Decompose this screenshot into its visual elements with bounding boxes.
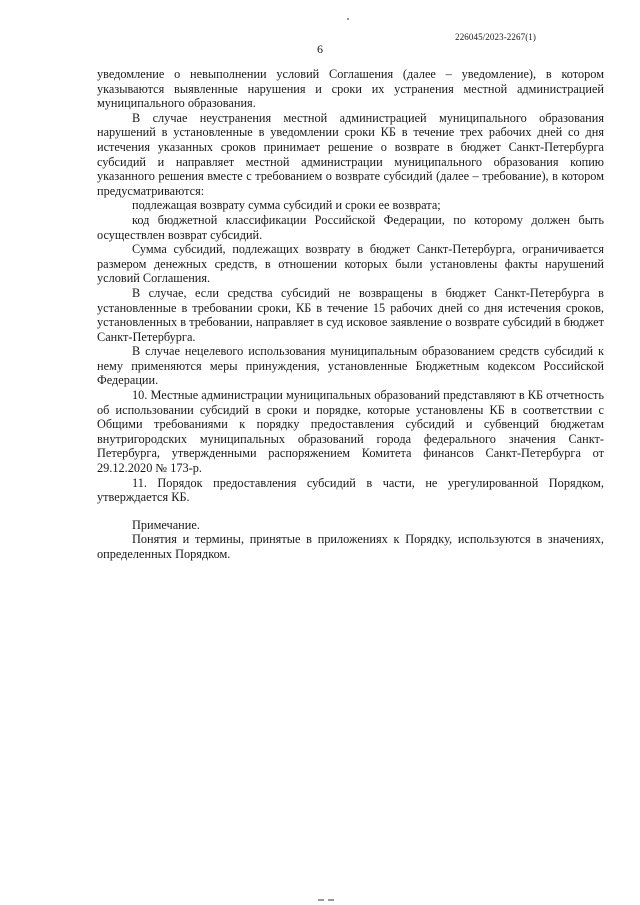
paragraph-9: 11. Порядок предоставления субсидий в части, не урегулированной Порядком, утверждается КБ. bbox=[97, 475, 604, 505]
scan-mark bbox=[328, 899, 334, 901]
paragraph-4: код бюджетной классификации Российской Федерации, по которому должен быть осуществлен возврат субсидий. bbox=[97, 212, 604, 242]
scan-mark bbox=[318, 899, 324, 901]
paragraph-1: уведомление о невыполнении условий Соглашения (далее – уведомление), в котором указываются выявленные нарушения и сроки их устранения местной администрацией муниципального образования. bbox=[97, 67, 604, 111]
page-number: 6 bbox=[317, 42, 323, 56]
note-title: Примечание. bbox=[132, 517, 200, 532]
paragraph-8: 10. Местные администрации муниципальных образований представляют в КБ отчетность об использовании субсидий в сроки и порядке, которые установлены КБ в соответствии с Общими требованиями к порядку предоставления субсидий и субвенций бюджетам внутригородских муниципальных образований города федерального значения Санкт-Петербурга, утвержденными распоряжением Комитета финансов Санкт-Петербурга от 29.12.2020 № 173-р. bbox=[97, 388, 604, 476]
paragraph-7: В случае нецелевого использования муниципальным образованием средств субсидий к нему применяются меры принуждения, установленные Бюджетным кодексом Российской Федерации. bbox=[97, 344, 604, 388]
paragraph-6: В случае, если средства субсидий не возвращены в бюджет Санкт-Петербурга в установленные в требовании сроки, КБ в течение 15 рабочих дней со дня истечения сроков, установленных в требовании, направляет в суд исковое заявление о возврате субсидий в бюджет Санкт-Петербурга. bbox=[97, 285, 604, 344]
document-number: 226045/2023-2267(1) bbox=[455, 32, 536, 42]
note-text: Понятия и термины, принятые в приложениях к Порядку, используются в значениях, определенных Порядком. bbox=[97, 532, 604, 561]
top-dot bbox=[347, 18, 349, 20]
paragraph-5: Сумма субсидий, подлежащих возврату в бюджет Санкт-Петербурга, ограничивается размером денежных средств, в отношении которых были установлены факты нарушений условий Соглашения. bbox=[97, 242, 604, 286]
bottom-scan-marks bbox=[318, 899, 348, 902]
paragraph-3: подлежащая возврату сумма субсидий и сроки ее возврата; bbox=[132, 198, 441, 213]
spacer bbox=[97, 505, 604, 518]
paragraph-2: В случае неустранения местной администрацией муниципального образования нарушений в установленные в уведомлении сроки КБ в течение трех рабочих дней со дня истечения указанных сроков принимает решение о возврате в бюджет Санкт-Петербурга субсидий и направляет местной администрации муниципального образования копию указанного решения вместе с требованием о возврате субсидий (далее – требование), в котором предусматриваются: bbox=[97, 110, 604, 198]
document-body bbox=[97, 67, 604, 562]
